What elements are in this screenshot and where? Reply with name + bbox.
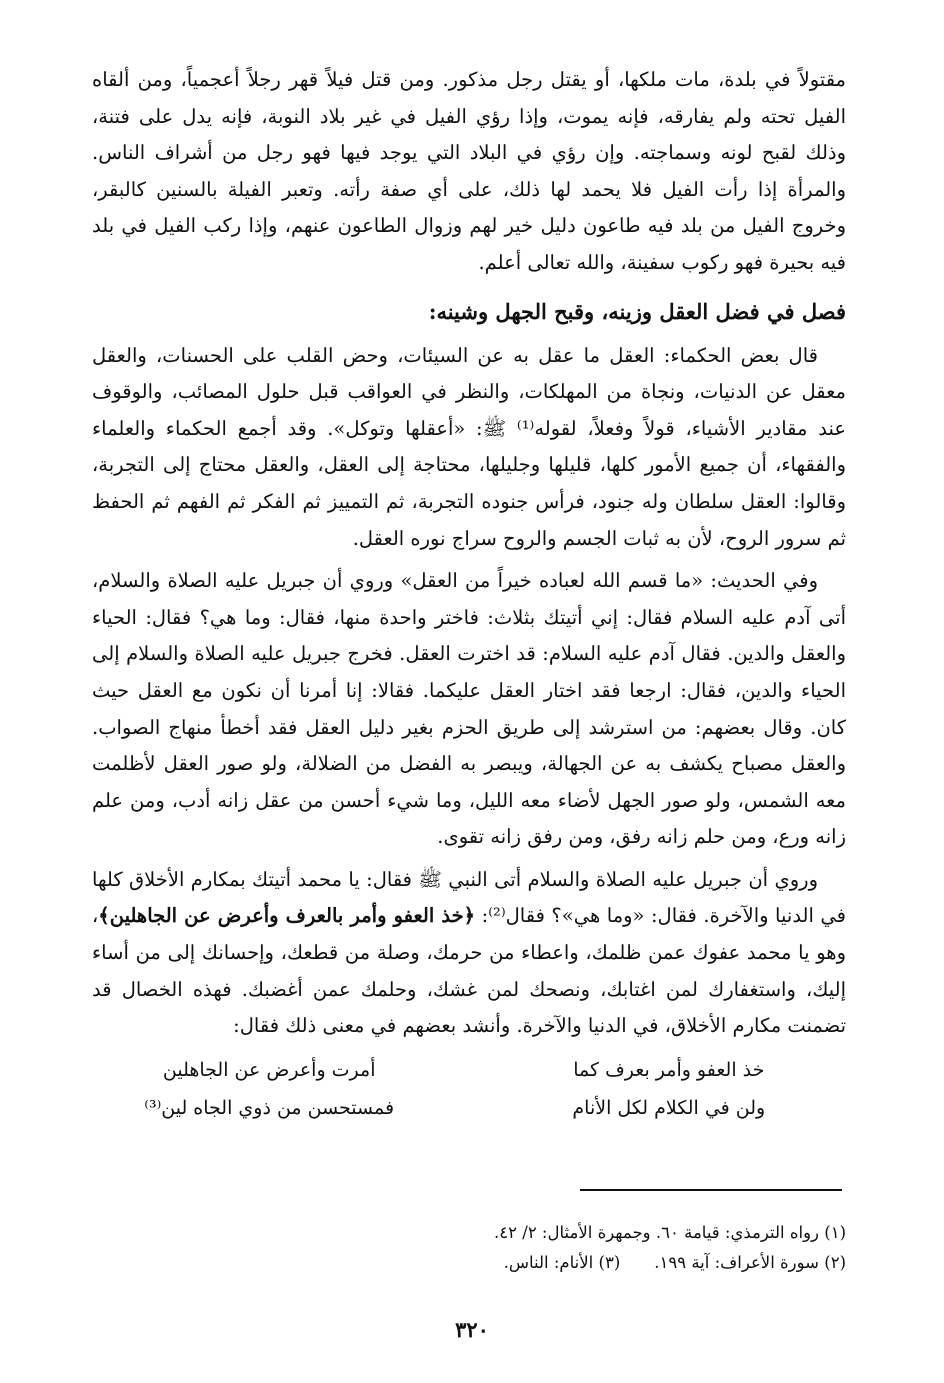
footnote-3: (٣) الأنام: الناس. (503, 1253, 621, 1272)
footnote-2: (٢) سورة الأعراف: آية ١٩٩. (654, 1253, 846, 1272)
poem-first-hemistich: ولن في الكلام لكل الأنام (572, 1096, 766, 1119)
footnote-row (286, 1248, 846, 1278)
quran-verse: ﴿خذ العفو وأمر بالعرف وأعرض عن الجاهلين﴾ (98, 904, 476, 928)
footnote-divider (580, 1189, 842, 1191)
footnotes (286, 1218, 846, 1278)
footnote-1: (١) رواه الترمذي: قيامة ٦٠. وجمهرة الأمثال: ٢/ ٤٢. (494, 1223, 846, 1242)
poem-first-hemistich: خذ العفو وأمر بعرف كما (573, 1058, 765, 1081)
poem-verse (92, 1089, 846, 1127)
paragraph-hadith-gabriel-adam: وفي الحديث: «ما قسم الله لعباده خيراً من العقل» وروي أن جبريل عليه الصلاة والسلام، أتى آدم عليه السلام فقال: إني أتيتك بثلاث: فاختر واحدة منها، فقال: وما هي؟ فقال: الحياء والعقل والدين. فقال آدم عليه السلام: قد اخترت العقل. فخرج جبريل عليه الصلاة والسلام إلى الحياء والدين، فقال: ارجعا فقد اختار العقل عليكما. فقالا: إنا أمرنا أن نكون مع العقل حيث كان. وقال بعضهم: من استرشد إلى طريق الحزم بغير دليل العقل فقد أخطأ منهاج الصواب. والعقل مصباح يكشف به عن الجهالة، ويبصر به الفضل من الضلالة، ولو صور العقل لأظلمت معه الشمس، ولو صور الجهل لأضاء معه الليل، وما شيء أحسن من عقل زانه أدب، ومن علم زانه ورع، ومن حلم زانه رفق، ومن رفق زانه تقوى. (92, 569, 846, 849)
poem-second-hemistich: فمستحسن من ذوي الجاه لين⁽³⁾ (144, 1096, 395, 1119)
page-number: ٣٢٠ (455, 1317, 489, 1342)
paragraph-noble-character-start: وروي أن جبريل عليه الصلاة والسلام أتى النبي ﷺ فقال: يا محمد أتيتك بمكارم الأخلاق كلها في الدنيا والآخرة. فقال: «وما هي»؟ فقال⁽²⁾: (92, 867, 846, 928)
paragraph-reason-definition: قال بعض الحكماء: العقل ما عقل به عن السيئات، وحض القلب على الحسنات، والعقل معقل عن الدنيات، ونجاة من المهلكات، والنظر في العواقب قبل حلول المصائب، والوقوف عند مقادير الأشياء، قولاً وفعلاً، لقوله⁽¹⁾ ﷺ: «أعقلها وتوكل». وقد أجمع الحكماء والعلماء والفقهاء، أن جميع الأمور كلها، قليلها وجليلها، محتاجة إلى العقل، والعقل محتاج إلى التجربة، وقالوا: العقل سلطان وله جنود، فرأس جنوده التجربة، ثم التمييز ثم الفكر ثم الفهم ثم الحفظ ثم سرور الروح، لأن به ثبات الجسم والروح سراج نوره العقل. (92, 343, 846, 550)
footnote-row (286, 1218, 846, 1248)
paragraph-noble-character (92, 862, 846, 1045)
paragraph-noble-character-end: ، وهو يا محمد عفوك عمن ظلمك، واعطاء من حرمك، وصلة من قطعك، وإحسانك إلى من أساء إليك، واستغفارك لمن اغتابك، ونصحك لمن غشك، وحلمك عمن أغضبك. فهذه الخصال قد تضمنت مكارم الأخلاق، في الدنيا والآخرة. وأنشد بعضهم في معنى ذلك فقال: (92, 904, 846, 1038)
poem-verse (92, 1051, 846, 1089)
poem (92, 1051, 846, 1127)
paragraph-elephant-interpretation: مقتولاً في بلدة، مات ملكها، أو يقتل رجل مذكور. ومن قتل فيلاً قهر رجلاً أعجمياً، ومن ألقاه الفيل تحته ولم يفارقه، فإنه يموت، وإذا رؤي الفيل في غير بلاد النوبة، فإنه يدل على فتنة، وذلك لقبح لونه وسماجته. وإن رؤي في البلاد التي يوجد فيها فهو رجل من أشراف الناس. والمرأة إذا رأت الفيل فلا يحمد لها ذلك، على أي صفة رأته. وتعبر الفيلة بالسنين كالبقر، وخروج الفيل من بلد فيه طاعون دليل خير لهم وزوال الطاعون عنهم، وإذا ركب الفيل في بلد فيه بحيرة فهو ركوب سفينة، والله تعالى أعلم. (92, 68, 846, 274)
poem-second-hemistich: أمرت وأعرض عن الجاهلين (162, 1058, 376, 1081)
section-heading: فصل في فضل العقل وزينه، وقبح الجهل وشينه: (428, 298, 846, 324)
